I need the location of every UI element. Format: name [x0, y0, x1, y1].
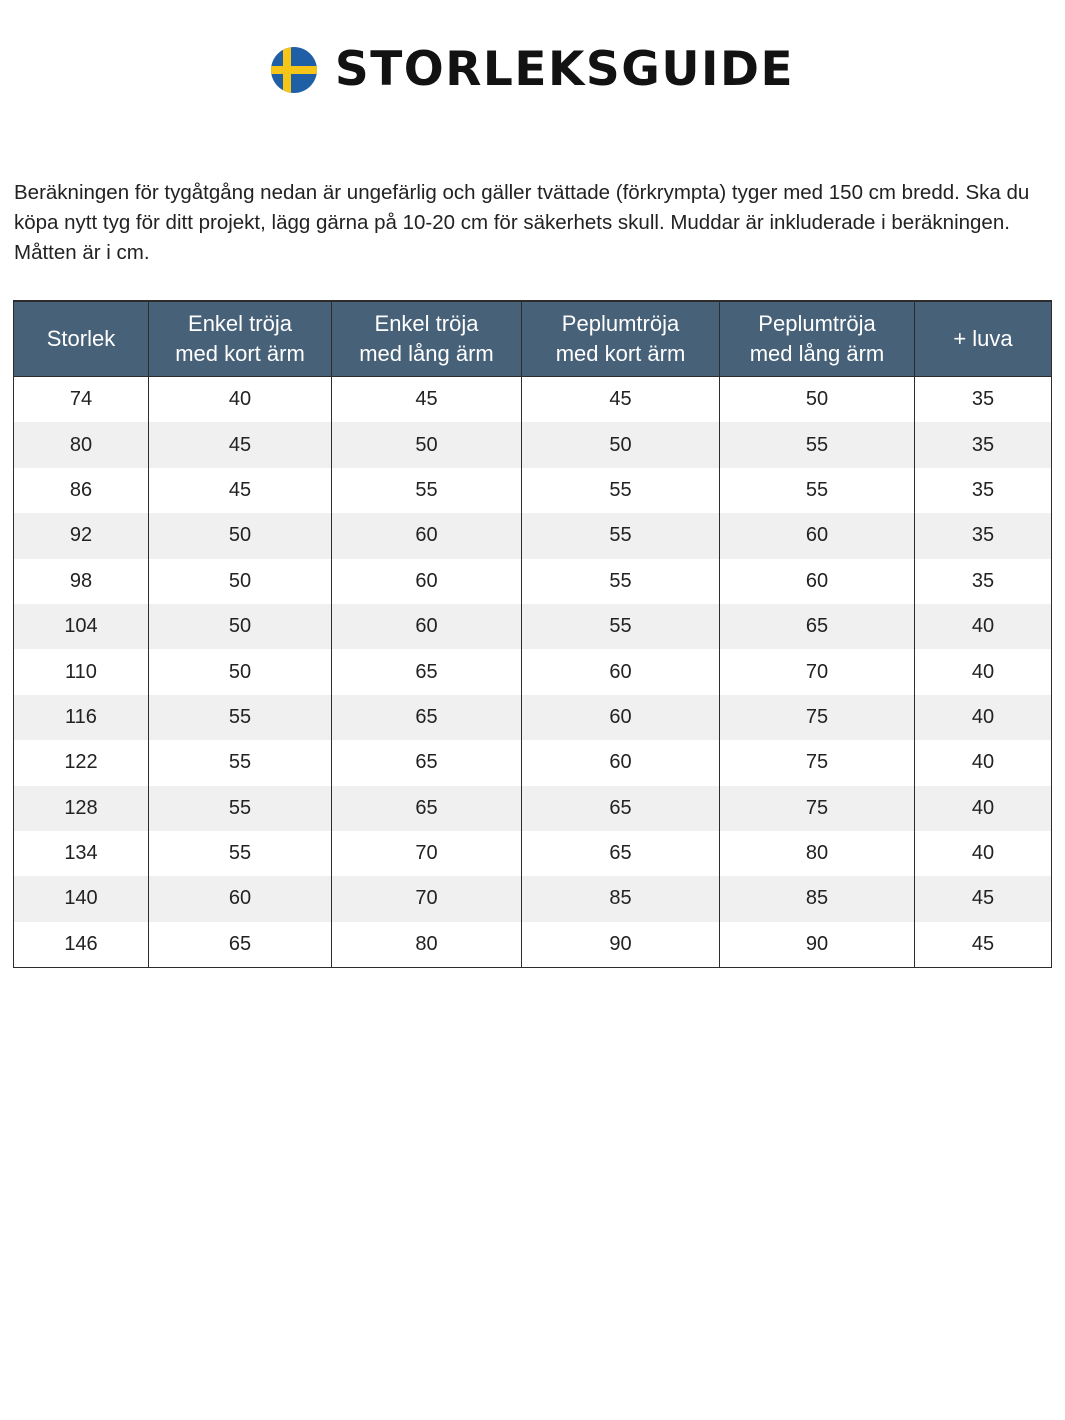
value-cell: 40 [915, 786, 1052, 831]
value-cell: 75 [720, 695, 915, 740]
column-header-storlek [14, 301, 149, 377]
table-row [14, 786, 1052, 831]
intro-text: Beräkningen för tygåtgång nedan är ungefärlig och gäller tvättade (förkrympta) tyger med 150 cm bredd. Ska du köpa nytt tyg för ditt projekt, lägg gärna på 10-20 cm för säkerhets skull. Muddar är inkluderade i beräkningen. Måtten är i cm. [14, 181, 1030, 264]
value-cell: 50 [149, 559, 332, 604]
column-header-enkel-kort [149, 301, 332, 377]
value-cell: 50 [149, 604, 332, 649]
table-row [14, 649, 1052, 694]
value-cell: 35 [915, 377, 1052, 423]
value-cell: 60 [720, 559, 915, 604]
value-cell: 70 [332, 876, 522, 921]
table-row [14, 422, 1052, 467]
value-cell: 70 [720, 649, 915, 694]
value-cell: 40 [915, 695, 1052, 740]
value-cell: 55 [522, 513, 720, 558]
page-header [0, 40, 1065, 100]
value-cell: 45 [915, 922, 1052, 968]
value-cell: 50 [149, 513, 332, 558]
column-header-line: Enkel tröja [188, 311, 292, 336]
value-cell: 50 [332, 422, 522, 467]
value-cell: 55 [522, 559, 720, 604]
column-header-line: + luva [953, 326, 1013, 351]
value-cell: 45 [149, 468, 332, 513]
size-cell: 116 [14, 695, 149, 740]
column-header-line: Peplumtröja [561, 311, 680, 336]
value-cell: 55 [720, 422, 915, 467]
value-cell: 85 [522, 876, 720, 921]
size-cell: 74 [14, 377, 149, 423]
value-cell: 75 [720, 740, 915, 785]
column-header-line: Enkel tröja [374, 311, 479, 336]
size-cell: 104 [14, 604, 149, 649]
table-row [14, 922, 1052, 968]
value-cell: 60 [720, 513, 915, 558]
value-cell: 50 [720, 377, 915, 423]
value-cell: 55 [522, 604, 720, 649]
column-header-line: Peplumtröja [758, 311, 876, 336]
value-cell: 60 [332, 559, 522, 604]
table-row [14, 876, 1052, 921]
table-row [14, 468, 1052, 513]
value-cell: 40 [915, 649, 1052, 694]
size-cell: 86 [14, 468, 149, 513]
value-cell: 60 [149, 876, 332, 921]
size-cell: 92 [14, 513, 149, 558]
value-cell: 55 [149, 695, 332, 740]
value-cell: 45 [332, 377, 522, 423]
column-header-peplum-lang [720, 301, 915, 377]
value-cell: 65 [332, 740, 522, 785]
value-cell: 65 [522, 831, 720, 876]
column-header-line: med kort ärm [175, 341, 305, 366]
value-cell: 50 [522, 422, 720, 467]
value-cell: 85 [720, 876, 915, 921]
value-cell: 65 [149, 922, 332, 968]
column-header-line: med lång ärm [749, 341, 885, 366]
table-row [14, 695, 1052, 740]
value-cell: 70 [332, 831, 522, 876]
value-cell: 55 [149, 786, 332, 831]
table-row [14, 740, 1052, 785]
size-table [13, 300, 1052, 968]
page-title: STORLEKSGUIDE [334, 42, 795, 97]
value-cell: 35 [915, 559, 1052, 604]
value-cell: 65 [332, 695, 522, 740]
value-cell: 55 [149, 831, 332, 876]
value-cell: 40 [915, 604, 1052, 649]
size-cell: 122 [14, 740, 149, 785]
column-header-line: Storlek [46, 326, 116, 351]
table-row [14, 559, 1052, 604]
size-cell: 140 [14, 876, 149, 921]
column-header-peplum-kort [522, 301, 720, 377]
size-cell: 98 [14, 559, 149, 604]
value-cell: 40 [149, 377, 332, 423]
value-cell: 45 [149, 422, 332, 467]
value-cell: 75 [720, 786, 915, 831]
value-cell: 90 [522, 922, 720, 968]
value-cell: 40 [915, 740, 1052, 785]
value-cell: 60 [332, 604, 522, 649]
sweden-flag-icon [271, 47, 317, 93]
size-cell: 146 [14, 922, 149, 968]
value-cell: 50 [149, 649, 332, 694]
size-cell: 110 [14, 649, 149, 694]
value-cell: 65 [720, 604, 915, 649]
table-row [14, 513, 1052, 558]
value-cell: 60 [522, 649, 720, 694]
size-cell: 128 [14, 786, 149, 831]
value-cell: 45 [915, 876, 1052, 921]
value-cell: 55 [332, 468, 522, 513]
value-cell: 40 [915, 831, 1052, 876]
value-cell: 45 [522, 377, 720, 423]
value-cell: 55 [720, 468, 915, 513]
value-cell: 80 [332, 922, 522, 968]
value-cell: 65 [332, 786, 522, 831]
value-cell: 60 [522, 740, 720, 785]
table-row [14, 377, 1052, 423]
column-header-line: med lång ärm [359, 341, 494, 366]
value-cell: 65 [332, 649, 522, 694]
value-cell: 35 [915, 468, 1052, 513]
column-header-luva [915, 301, 1052, 377]
table-row [14, 604, 1052, 649]
value-cell: 55 [522, 468, 720, 513]
value-cell: 90 [720, 922, 915, 968]
table-header-row [14, 301, 1052, 377]
value-cell: 60 [522, 695, 720, 740]
value-cell: 35 [915, 513, 1052, 558]
value-cell: 55 [149, 740, 332, 785]
value-cell: 35 [915, 422, 1052, 467]
column-header-line: med kort ärm [555, 341, 686, 366]
value-cell: 65 [522, 786, 720, 831]
size-cell: 80 [14, 422, 149, 467]
size-cell: 134 [14, 831, 149, 876]
value-cell: 80 [720, 831, 915, 876]
column-header-enkel-lang [332, 301, 522, 377]
table-row [14, 831, 1052, 876]
table-body [14, 377, 1052, 968]
value-cell: 60 [332, 513, 522, 558]
